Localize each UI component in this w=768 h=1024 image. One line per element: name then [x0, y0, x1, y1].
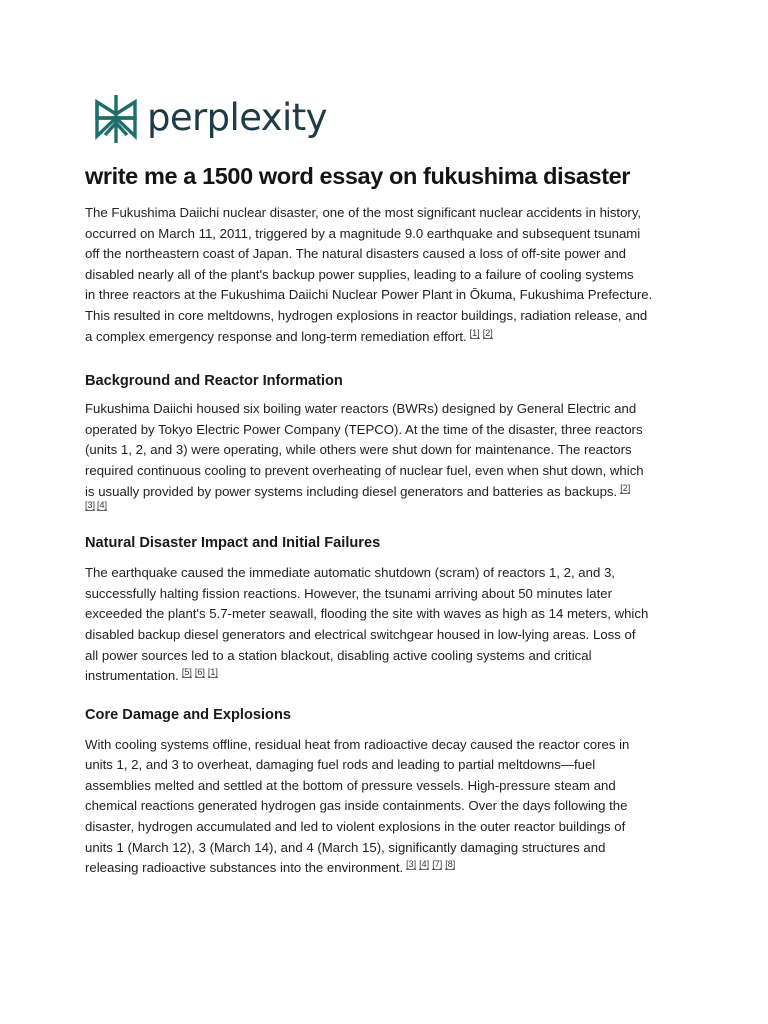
document-page: [85, 92, 685, 879]
text-line-content: a complex emergency response and long-term remediation effort.: [85, 328, 467, 344]
brand-name: perplexity: [147, 95, 327, 139]
citation-link[interactable]: [3]: [85, 500, 96, 511]
text-line: Fukushima Daiichi housed six boiling water reactors (BWRs) designed by General Electric and: [85, 401, 637, 417]
text-line-last: [85, 482, 685, 503]
text-line-last: [85, 327, 685, 348]
question-title: write me a 1500 word essay on fukushima disaster: [85, 163, 631, 189]
section-paragraph: [85, 399, 685, 511]
text-line: The Fukushima Daiichi nuclear disaster, one of the most significant nuclear accidents in history,: [85, 205, 642, 220]
citation-link[interactable]: [6]: [194, 667, 205, 678]
text-line: operated by Tokyo Electric Power Company (TEPCO). At the time of the disaster, three reactors: [85, 421, 643, 437]
text-line: required continuous cooling to prevent overheating of nuclear fuel, even when shut down, which: [85, 462, 644, 478]
text-line: (units 1, 2, and 3) were operating, while others were shut down for maintenance. The reactors: [85, 442, 632, 458]
citation-link[interactable]: [4]: [97, 500, 108, 511]
text-line: off the northeastern coast of Japan. The natural disasters caused a loss of off-site power and: [85, 246, 627, 262]
brand-logo: [93, 92, 685, 146]
citation-link[interactable]: [5]: [181, 667, 192, 678]
text-line: units 1, 2, and 3 to overheat, damaging fuel rods and leading to partial meltdowns—fuel: [85, 757, 596, 773]
citation-link[interactable]: [1]: [469, 327, 480, 338]
citation-link[interactable]: [1]: [207, 667, 218, 678]
citation-link[interactable]: [2]: [482, 327, 493, 338]
perplexity-logo-icon: [93, 93, 139, 145]
section-heading: Core Damage and Explosions: [85, 706, 291, 723]
text-line: disabled nearly all of the plant's backup power supplies, leading to a failure of cooling systems: [85, 266, 634, 282]
text-line: assemblies melted and settled at the bottom of pressure vessels. High-pressure steam and: [85, 777, 616, 793]
text-line-content: releasing radioactive substances into the environment.: [85, 860, 404, 876]
text-line: successfully halting fission reactions. However, the tsunami arriving about 50 minutes later: [85, 585, 613, 601]
section-heading: Natural Disaster Impact and Initial Failures: [85, 535, 381, 552]
text-line: exceeded the plant's 5.7-meter seawall, flooding the site with waves as high as 14 meters, which: [85, 606, 649, 622]
section-paragraph: [85, 735, 685, 879]
text-line: chemical reactions generated hydrogen gas inside containments. Over the days following the: [85, 798, 628, 814]
text-line: disabled backup diesel generators and electrical switchgear housed in low-lying areas. Loss of: [85, 626, 636, 642]
text-line: With cooling systems offline, residual heat from radioactive decay caused the reactor cores in: [85, 736, 630, 752]
text-line-content: is usually provided by power systems including diesel generators and batteries as backups.: [85, 483, 618, 499]
text-line: disaster, hydrogen accumulated and led to violent explosions in the outer reactor buildings of: [85, 819, 626, 835]
section-heading: Background and Reactor Information: [85, 373, 343, 390]
text-line-last: [85, 858, 685, 879]
citation-link[interactable]: [3]: [406, 859, 417, 870]
section-paragraph: [85, 563, 685, 687]
text-line: in three reactors at the Fukushima Daiichi Nuclear Power Plant in Ōkuma, Fukushima Prefecture.: [85, 287, 653, 303]
citation-link[interactable]: [7]: [432, 859, 443, 870]
text-line: all power sources led to a station blackout, disabling active cooling systems and critical: [85, 647, 592, 663]
text-line: This resulted in core meltdowns, hydrogen explosions in reactor buildings, radiation release, and: [85, 307, 648, 323]
intro-paragraph: [85, 203, 685, 347]
text-line-last: [85, 666, 685, 687]
text-line: units 1 (March 12), 3 (March 14), and 4 (March 15), significantly damaging structures and: [85, 839, 606, 855]
citation-link[interactable]: [4]: [419, 859, 430, 870]
text-line: occurred on March 11, 2011, triggered by a magnitude 9.0 earthquake and subsequent tsunami: [85, 225, 641, 241]
text-line-content: instrumentation.: [85, 668, 179, 684]
text-line: The earthquake caused the immediate automatic shutdown (scram) of reactors 1, 2, and 3,: [85, 565, 615, 581]
citation-link[interactable]: [8]: [445, 859, 456, 870]
citation-link[interactable]: [2]: [620, 482, 631, 493]
